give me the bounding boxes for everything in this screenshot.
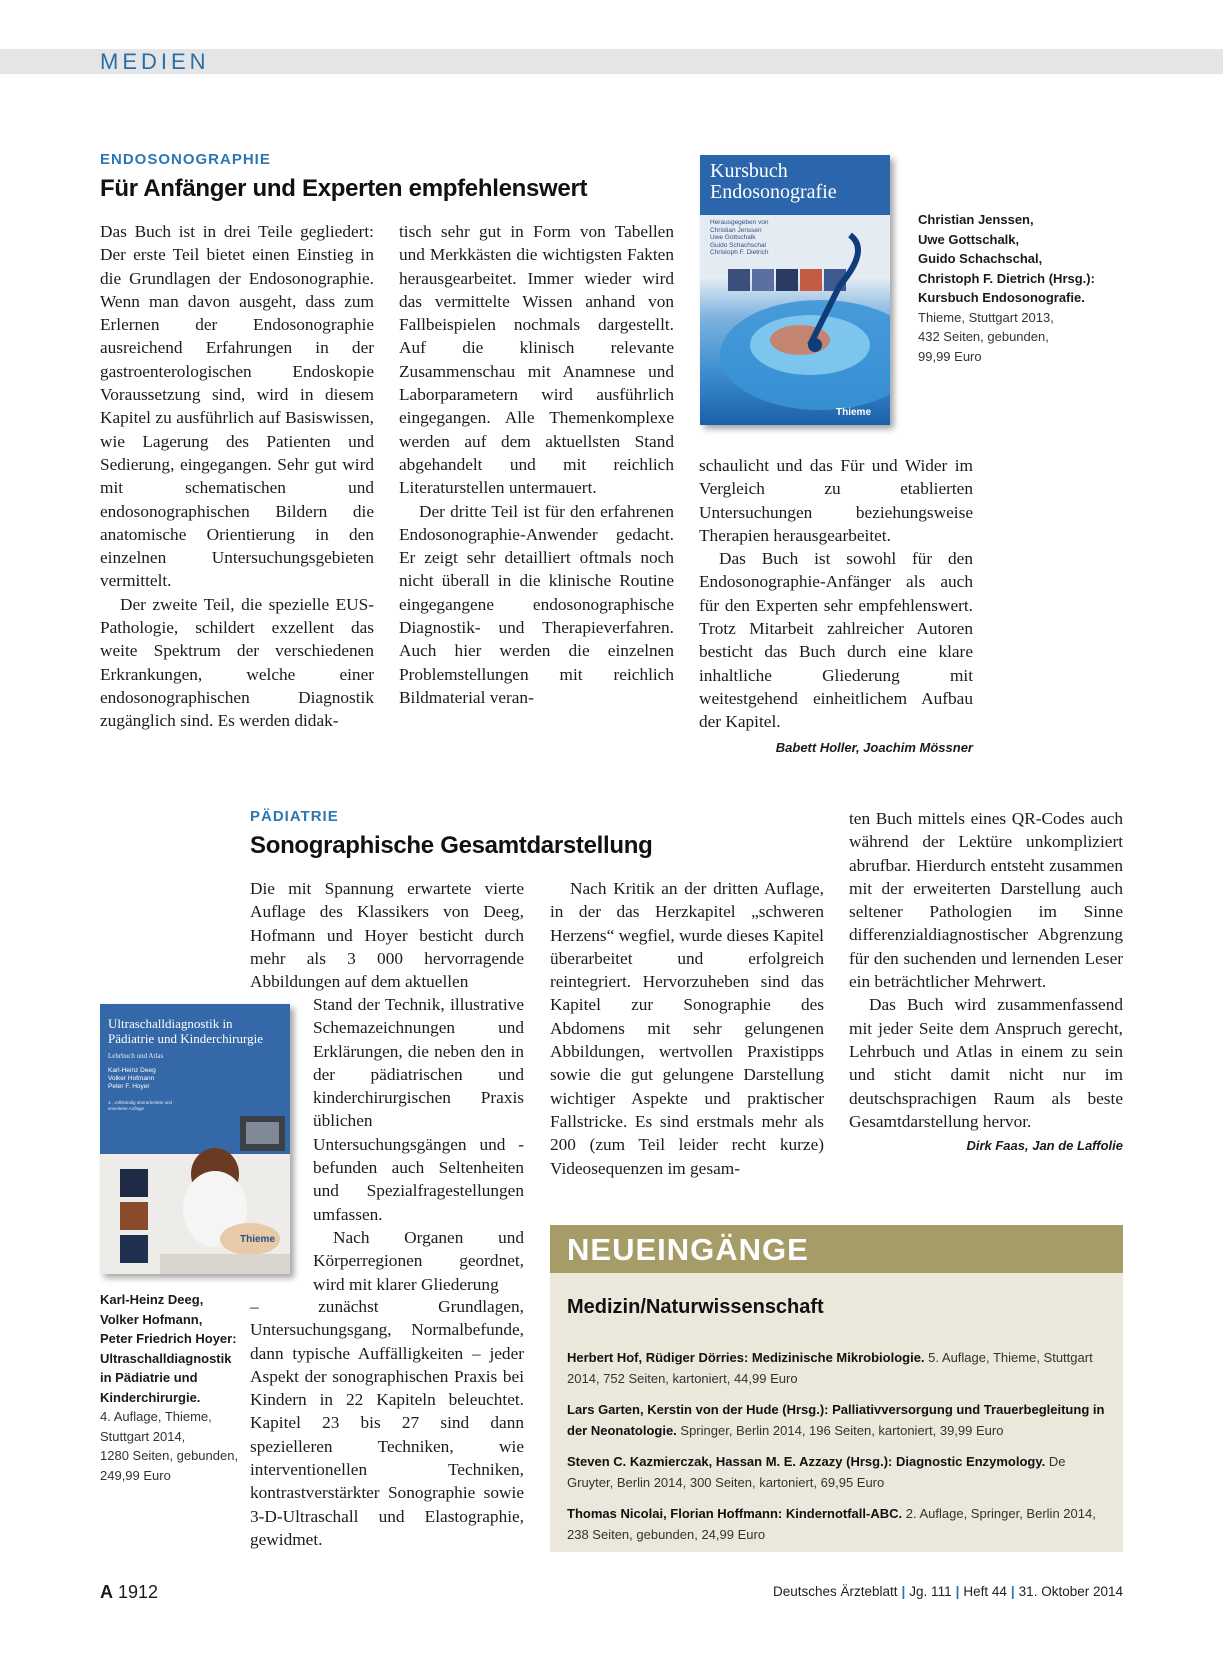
journal-name: Deutsches Ärzteblatt bbox=[772, 1584, 898, 1599]
bib-line: Uwe Gottschalk, bbox=[918, 231, 1020, 247]
journal-date: 31. Oktober 2014 bbox=[1018, 1584, 1123, 1599]
journal-info: Deutsches Ärzteblatt | Jg. 111 | Heft 44 | 31. Oktober 2014 bbox=[772, 1584, 1123, 1599]
article1-bibliography bbox=[918, 210, 1118, 366]
cover2-author: Karl-Heinz Deeg bbox=[108, 1067, 156, 1074]
bib-line: Guido Schachschal, bbox=[918, 251, 1043, 266]
entry-details: 5. Auflage, Thieme, Stuttgart 2014, 752 Seiten, kartoniert, 44,99 Euro bbox=[567, 1350, 1093, 1386]
article1-headline: Für Anfänger und Experten empfehlenswert bbox=[100, 175, 588, 202]
article2-paragraph: Die mit Spannung erwartete vierte Auflage des Klassikers von Deeg, Hofmann und Hoyer besticht durch mehr als 3 000 hervorragende Abbildungen auf dem aktuellen bbox=[250, 879, 524, 992]
article1-paragraph: Das Buch ist in drei Teile gegliedert: Der erste Teil bietet einen Einstieg in die Grundlagen der Endosonographie. Wenn man davon ausgeht, dass zum Erlernen der Endosonographie ausreichend Erfahrungen in der gastroenterologischen Endoskopie Voraussetzung sind, wird in diesem Kapitel zu ausführlich auf Basiswissen, wie Lagerung des Patienten und Sedierung, eingegangen. Sehr gut wird mit schematischen und endosonographischen Bildern die anatomische Orientierung in den einzelnen Untersuchungsgebieten vermittelt. bbox=[100, 222, 374, 591]
cover2-publisher-logo: Thieme bbox=[240, 1234, 276, 1245]
article2-paragraph: Nach Kritik an der dritten Auflage, in der das Herzkapitel „schweren Herzens“ wegfiel, wurde dieses Kapitel überarbeitet und erfolgreich reintegriert. Hervorzuheben sind das Kapitel zur Sonographie des Abdomens mit sehr gelungenen Abbildungen, wertvollen Praxistipps sowie die gut gelungene Darstellung wichtiger Aspekte und praktischer Fallstricke. Es sind erstmals mehr als 200 (zum Teil leider recht kurze) Videosequenzen im gesam- bbox=[550, 879, 824, 1178]
cover1-title-line: Kursbuch bbox=[710, 160, 788, 182]
article1-paragraph: Das Buch ist sowohl für den Endosonographie-Anfänger als auch für den Experten sehr empfehlenswert. Trotz Mitarbeit zahlreicher Autoren besticht das Buch durch eine klare inhaltliche Gliederung mit weitestgehend einheitlichem Aufbau der Kapitel. Babett Holler, Joachim Mössner bbox=[699, 547, 973, 733]
bib-line: 99,99 Euro bbox=[918, 348, 982, 364]
article1-column-1 bbox=[100, 220, 374, 733]
article2-column-3 bbox=[849, 807, 1123, 1157]
cover1-editor: Christoph F. Dietrich bbox=[710, 249, 769, 256]
cover1-editor: Herausgegeben von bbox=[710, 219, 769, 226]
article2-paragraph: Nach Organen und Körperregionen geordnet, wird mit klarer Gliederung bbox=[313, 1227, 524, 1294]
bib-line: Peter Friedrich Hoyer: bbox=[100, 1331, 237, 1346]
new-arrivals-subtitle: Medizin/Naturwissenschaft bbox=[567, 1296, 824, 1318]
cover2-authors bbox=[108, 1067, 156, 1091]
article1-column-3 bbox=[699, 454, 973, 759]
entry-title: Herbert Hof, Rüdiger Dörries: Medizinische Mikrobiologie. bbox=[567, 1350, 925, 1365]
article1-byline: Babett Holler, Joachim Mössner bbox=[775, 739, 973, 755]
cover1-editor: Uwe Gottschalk bbox=[710, 234, 756, 241]
new-arrivals-title: NEUEINGÄNGE bbox=[567, 1232, 809, 1267]
bib-line: Volker Hofmann, bbox=[100, 1311, 203, 1327]
bib-line: Christoph F. Dietrich (Hrsg.): bbox=[918, 270, 1095, 286]
new-arrival-entry bbox=[567, 1503, 1107, 1545]
bib-line: Kursbuch Endosonografie. bbox=[918, 290, 1085, 305]
page-prefix: A bbox=[100, 1582, 113, 1602]
article2-paragraph: Stand der Technik, illustrative Schemazeichnungen und Erklärungen, die neben den in der pädiatrischen und kinderchirurgischen Praxis üblichen Untersuchungsgängen und -befunden auch Seltenheiten und Spezialfragestellungen umfassen. bbox=[313, 995, 524, 1224]
bib-line: 1280 Seiten, gebunden, bbox=[100, 1448, 239, 1463]
article1-paragraph: Der zweite Teil, die spezielle EUS-Pathologie, schildert exzellent das weite Spektrum der verschiedenen Erkrankungen, welche einer endosonographischen Diagnostik zugänglich sind. Es werden didak- bbox=[100, 594, 374, 731]
bib-line: Christian Jenssen, bbox=[918, 212, 1034, 227]
cover1-title-line: Endosonografie bbox=[710, 181, 837, 203]
journal-volume: Jg. 111 bbox=[909, 1584, 952, 1599]
entry-details: De Gruyter, Berlin 2014, 300 Seiten, kartoniert, 69,95 Euro bbox=[567, 1454, 1066, 1490]
cover2-title-line: Ultraschalldiagnostik in bbox=[108, 1016, 233, 1031]
entry-title: Thomas Nicolai, Florian Hoffmann: Kindernotfall-ABC. bbox=[567, 1506, 903, 1521]
new-arrival-entry bbox=[567, 1451, 1107, 1493]
article1-paragraph: schaulicht und das Für und Wider im Vergleich zu etablierten Untersuchungen beziehungsweise Therapien herausgearbeitet. bbox=[699, 456, 973, 545]
bib-line: in Pädiatrie und bbox=[100, 1370, 198, 1385]
entry-details: Springer, Berlin 2014, 196 Seiten, kartoniert, 39,99 Euro bbox=[676, 1423, 1004, 1438]
bib-line: 249,99 Euro bbox=[100, 1467, 171, 1483]
entry-title: Lars Garten, Kerstin von der Hude (Hrsg.): Palliativversorgung und Trauerbegleitung in der Neonatologie. bbox=[567, 1402, 1105, 1438]
bib-line: Kinderchirurgie. bbox=[100, 1389, 201, 1405]
cover1-editors bbox=[710, 219, 769, 257]
article1-paragraph: tisch sehr gut in Form von Tabellen und Merkkästen die wichtigsten Fakten herausgearbeitet. Immer wieder wird das vermittelte Wissen anhand von Fallbeispielen nochmals dargestellt. Auf die klinisch relevante Zusammenschau mit Anamnese und Laborparametern wird ausführlich eingegangen. Alle Themenkomplexe werden auf dem aktuellsten Stand abgehandelt und mit reichlich Literaturstellen untermauert. bbox=[399, 222, 674, 498]
cover1-editor: Christian Jenssen bbox=[710, 226, 762, 234]
cover2-title bbox=[108, 1016, 263, 1046]
section-label: MEDIEN bbox=[100, 49, 210, 74]
page-number bbox=[100, 1582, 158, 1603]
article2-paragraph: Das Buch wird zusammenfassend mit jeder Seite dem Anspruch gerecht, Lehrbuch und Atlas in einem zu sein und sticht damit nicht nur im deutschsprachigen Raum als beste Gesamtdarstellung hervor. bbox=[849, 995, 1123, 1131]
article2-bibliography bbox=[100, 1290, 250, 1485]
article2-column-1-top bbox=[250, 877, 524, 993]
bib-line: Thieme, Stuttgart 2013, bbox=[918, 309, 1054, 325]
bib-line: 4. Auflage, Thieme, bbox=[100, 1409, 212, 1424]
journal-issue: Heft 44 bbox=[963, 1584, 1007, 1599]
article1-column-2 bbox=[399, 220, 674, 709]
article2-kicker: PÄDIATRIE bbox=[250, 808, 339, 825]
cover2-author: Peter F. Hoyer bbox=[108, 1083, 150, 1090]
cover1-publisher-logo: Thieme bbox=[836, 407, 872, 418]
new-arrival-entry bbox=[567, 1347, 1107, 1389]
cover2-subtitle: Lehrbuch und Atlas bbox=[108, 1052, 164, 1060]
page-number-value: 1912 bbox=[118, 1582, 159, 1602]
article2-column-1-bottom bbox=[250, 1295, 524, 1551]
cover1-title bbox=[710, 161, 837, 203]
bib-line: Karl-Heinz Deeg, bbox=[100, 1292, 204, 1307]
bib-line: 432 Seiten, gebunden, bbox=[918, 329, 1049, 344]
article2-column-1-wrap bbox=[313, 993, 524, 1296]
bib-line: Stuttgart 2014, bbox=[100, 1428, 186, 1444]
entry-title: Steven C. Kazmierczak, Hassan M. E. Azzazy (Hrsg.): Diagnostic Enzymology. bbox=[567, 1454, 1046, 1469]
entry-details: 2. Auflage, Springer, Berlin 2014, 238 Seiten, gebunden, 24,99 Euro bbox=[567, 1506, 1096, 1542]
article2-byline: Dirk Faas, Jan de Laffolie bbox=[966, 1138, 1123, 1154]
article1-paragraph: Der dritte Teil ist für den erfahrenen Endosonographie-Anwender gedacht. Er zeigt sehr detailliert oftmals noch nicht überall in die klinische Routine eingegangene endosonographische Diagnostik- und Therapieverfahren. Auch hier werden die einzelnen Problemstellungen mit reichlich Bildmaterial veran- bbox=[399, 501, 674, 707]
cover2-edition: 4., vollständig überarbeitete und erweiterte Auflage bbox=[108, 1100, 173, 1111]
new-arrival-entry bbox=[567, 1399, 1107, 1441]
cover2-author: Volker Hofmann bbox=[108, 1075, 155, 1082]
cover1-editor: Guido Schachschal bbox=[710, 241, 767, 249]
article2-paragraph: ten Buch mittels eines QR-Codes auch während der Lektüre unkompliziert abrufbar. Hierdurch entsteht zusammen mit der erweiterten Darstellung auch seltener Pathologien im Sinne differenzialdiagnostischer Abgrenzung für den suchenden und lernenden Leser ein beträchtlicher Mehrwert. bbox=[849, 809, 1123, 992]
article1-kicker: ENDOSONOGRAPHIE bbox=[100, 151, 271, 168]
book-cover-kursbuch-endosonografie bbox=[700, 155, 890, 425]
article2-headline: Sonographische Gesamtdarstellung bbox=[250, 832, 653, 859]
cover2-title-line: Pädiatrie und Kinderchirurgie bbox=[108, 1031, 263, 1046]
book-cover-ultraschalldiagnostik bbox=[100, 1004, 290, 1274]
article2-paragraph: – zunächst Grundlagen, Untersuchungsgang, Normalbefunde, dann typische Auffälligkeiten – jeder Aspekt der sonographischen Praxis bei Kindern in 22 Kapiteln beleuchtet. Kapitel 23 bis 27 sind dann spezielleren Techniken, wie interventionellen Techniken, kontrastverstärkter Sonographie sowie 3-D-Ultraschall und Elastographie, gewidmet. bbox=[250, 1297, 524, 1549]
bib-line: Ultraschalldiagnostik bbox=[100, 1350, 232, 1366]
article2-column-2 bbox=[550, 877, 824, 1180]
